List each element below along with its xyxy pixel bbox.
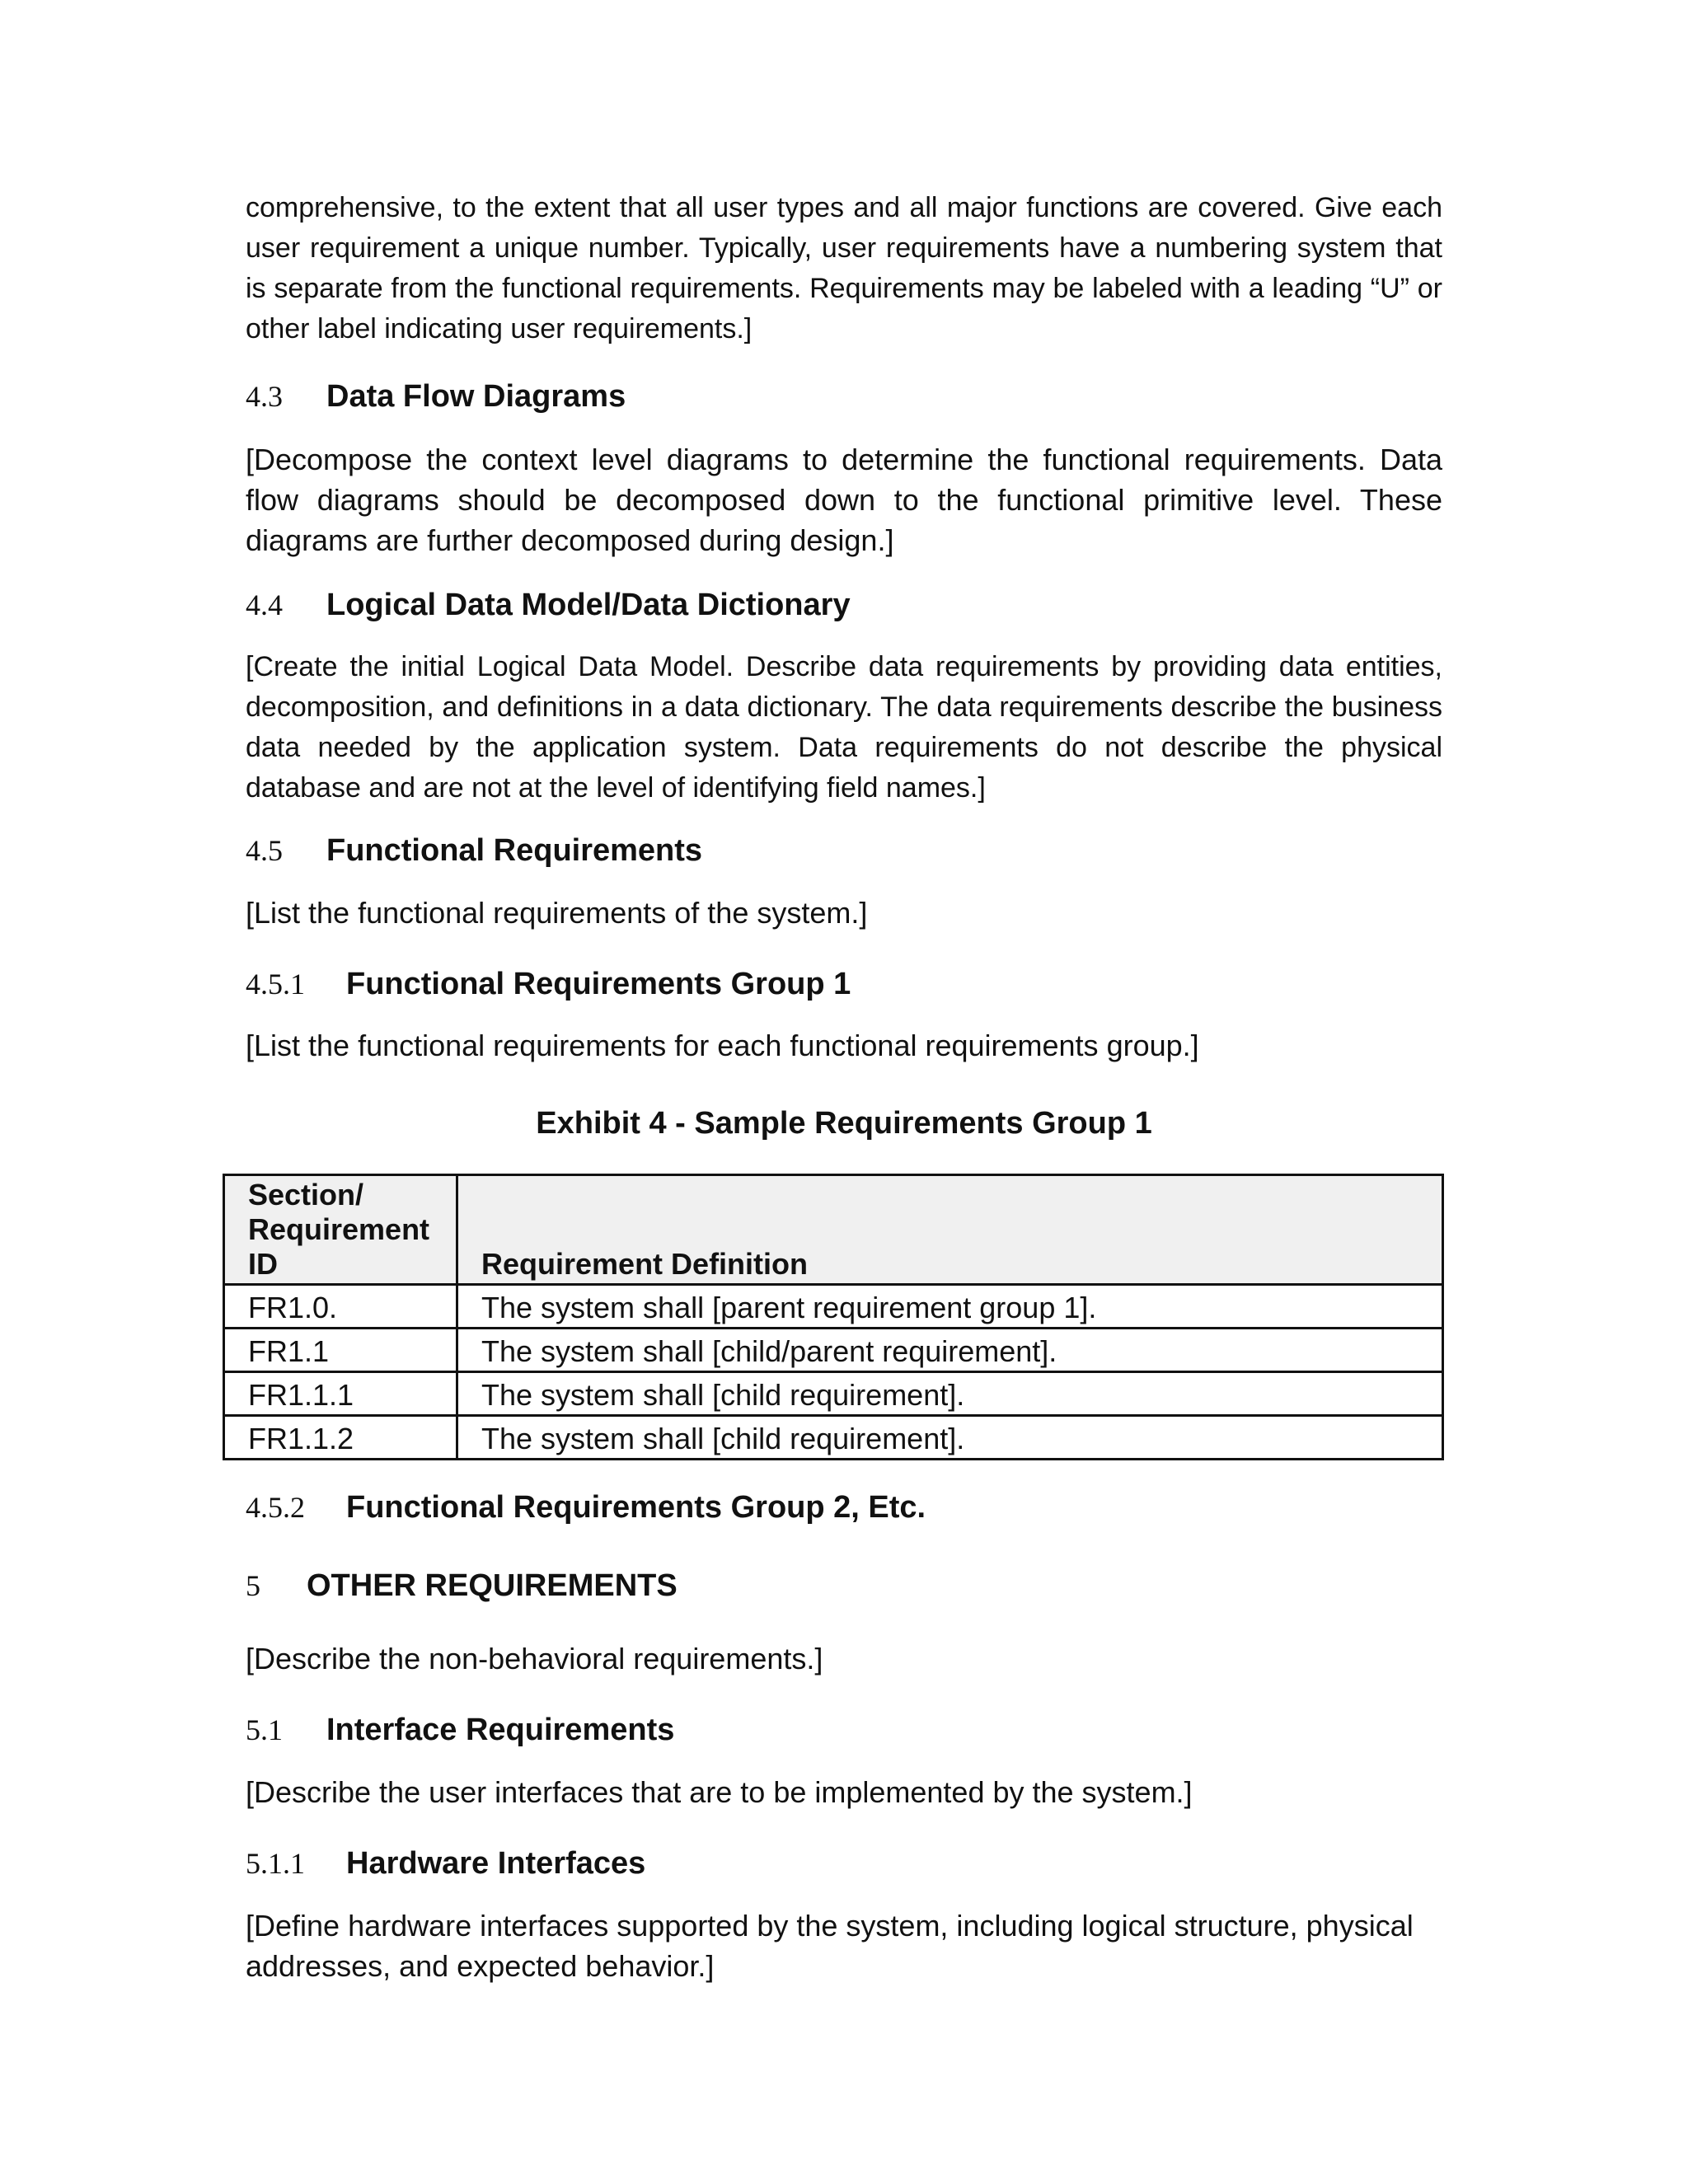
table-row (224, 1329, 1443, 1372)
section-title: Functional Requirements Group 2, Etc. (346, 1490, 926, 1525)
section-number: 4.5 (246, 834, 283, 867)
heading-4-3 (246, 377, 626, 415)
heading-4-4 (246, 586, 851, 624)
requirement-id: FR1.1 (224, 1329, 457, 1372)
section-number: 4.5.2 (246, 1491, 305, 1524)
section-title: Interface Requirements (326, 1713, 675, 1747)
paragraph-5: [Describe the non-behavioral requirements.] (246, 1642, 823, 1675)
paragraph-5-1-1: [Define hardware interfaces supported by the system, including logical structure, physical addresses, and expected behavior.] (246, 1909, 1414, 1983)
heading-5-1-1 (246, 1844, 645, 1882)
table-row (224, 1372, 1443, 1416)
heading-5 (246, 1567, 678, 1605)
section-number: 4.3 (246, 380, 283, 413)
requirement-definition: The system shall [parent requirement group 1]. (457, 1285, 1443, 1329)
header-section-id: Section/ Requirement ID (224, 1175, 457, 1285)
requirement-id: FR1.1.1 (224, 1372, 457, 1416)
section-number: 5.1.1 (246, 1847, 305, 1880)
header-definition: Requirement Definition (457, 1175, 1443, 1285)
table-header-row (224, 1175, 1443, 1285)
requirement-definition: The system shall [child requirement]. (457, 1372, 1443, 1416)
section-title: OTHER REQUIREMENTS (307, 1568, 678, 1603)
heading-4-5-1 (246, 965, 851, 1003)
section-title: Functional Requirements Group 1 (346, 967, 851, 1001)
section-title: Hardware Interfaces (346, 1846, 646, 1881)
exhibit-title: Exhibit 4 - Sample Requirements Group 1 (536, 1106, 1152, 1141)
heading-5-1 (246, 1711, 674, 1749)
requirement-definition: The system shall [child requirement]. (457, 1416, 1443, 1460)
requirements-table (223, 1174, 1444, 1460)
section-number: 4.4 (246, 588, 283, 621)
paragraph-4-4: [Create the initial Logical Data Model. Describe data requirements by providing data entities, decomposition, and definitions in a data dictionary. The data requirements describe the business data needed by the application system. Data requirements do not describe the physical database and are not at the level of identifying field names.] (246, 651, 1442, 804)
section-number: 5 (246, 1569, 260, 1602)
paragraph-4-3: [Decompose the context level diagrams to determine the functional requirements. Data flow diagrams should be decomposed down to the functional primitive level. These diagrams are further decomposed during design.] (246, 443, 1442, 557)
requirement-id: FR1.1.2 (224, 1416, 457, 1460)
section-title: Functional Requirements (326, 833, 703, 868)
section-number: 5.1 (246, 1713, 283, 1746)
paragraph-4-5-1: [List the functional requirements for each functional requirements group.] (246, 1029, 1199, 1062)
paragraph-4-5: [List the functional requirements of the system.] (246, 896, 868, 930)
heading-4-5-2 (246, 1488, 926, 1526)
intro-paragraph: comprehensive, to the extent that all user types and all major functions are covered. Give each user requirement a unique number. Typically, user requirements have a numbering system that is separate from the functional requirements. Requirements may be labeled with a leading “U” or other label indicating user requirements.] (246, 192, 1442, 344)
heading-4-5 (246, 832, 702, 869)
table-row (224, 1285, 1443, 1329)
table-row (224, 1416, 1443, 1460)
requirement-definition: The system shall [child/parent requirement]. (457, 1329, 1443, 1372)
requirement-id: FR1.0. (224, 1285, 457, 1329)
paragraph-5-1: [Describe the user interfaces that are to be implemented by the system.] (246, 1775, 1193, 1809)
section-title: Logical Data Model/Data Dictionary (326, 588, 851, 622)
section-title: Data Flow Diagrams (326, 379, 626, 414)
section-number: 4.5.1 (246, 968, 305, 1001)
